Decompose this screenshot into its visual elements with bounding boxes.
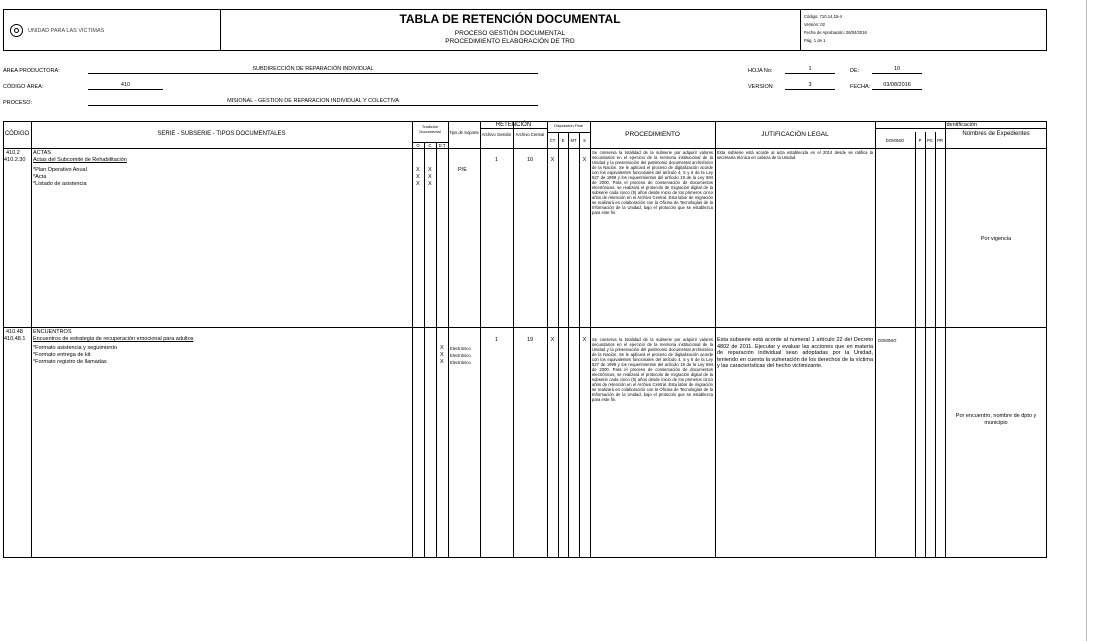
row-procedimiento: Se conserva la totalidad de la subserie por adquirir valores secundarios en el ejercicio de la memoria institucional de la Unidad y la preservación del patrimonio documental archivístico de la Nación. Se le aplicará el proceso de digitalización acorde con los equivalentes funcionales del artículo 4, 5 y 6 de la Ley 527 de 1999 y los requerimientos del artículo 19 de la Ley 594 de 2000. Para el proceso de conservación de documentos electrónicos, se realizará el protocolo de migración digital de la subserie cada cinco (5) años desde inicio de los primeros cinco años de retención en el Archivo Central. Esta labor de migración se realizará en colaboración con la Oficina de Tecnologías de la Información de la Unidad, bajo el protocolo que se establezca para este fin. [592,150,713,215]
area-label: ÁREA PRODUCTORA: [3,68,60,74]
mark-c: X [428,181,432,187]
col-justificacion: JUTIFICACIÓN LEGAL [761,131,829,138]
row-ct: X [550,157,555,163]
col-e: E [561,138,565,143]
col-disposicion: Disposición Final [554,124,583,128]
version-label: VERSION [748,84,773,90]
col-soporte: Tipo de Soporte [449,130,479,135]
row-tipo: *Formato entrega de kit [33,352,91,358]
col-identificacion: Identificación [944,122,978,128]
row-serie: ACTAS [33,150,51,156]
row-soporte: Electrónico [450,353,471,358]
col-mt: MT [570,138,577,143]
mark-c: X [428,174,432,180]
procedure-title: PROCEDIMIENTO ELABORACIÓN DE TRD [445,38,575,45]
row-dominio: DOMINIO [878,338,897,343]
row-soporte: P/E [458,167,467,173]
row-nombre: Por encuentro, nombre de dpto y municipio [955,413,1037,426]
row-s: X [582,157,587,163]
page-line: Pág. 1 de 1 [804,38,826,43]
row-soporte: Electrónico [450,360,471,365]
approval-line: Fecha de Aprobación: 26/04/2016 [804,30,867,35]
row-tipo: *Listado de asistencia [33,181,87,187]
col-ct: CT [549,138,556,143]
document-title: TABLA DE RETENCIÓN DOCUMENTAL [399,12,621,26]
row-tipo: *Formato registro de llamadas [33,359,107,365]
row-code-serie: 410.2 [6,150,20,156]
process-title: PROCESO GESTIÓN DOCUMENTAL [454,30,566,37]
row-subserie: Encuentros de estrategia de recuperación emocional para adultos [33,336,194,342]
col-c: C [428,143,432,148]
row-code-subserie: 410.48.1 [4,336,26,342]
row-gestion: 1 [494,157,499,163]
code-area-value: 410 [88,82,163,90]
of-value: 10 [872,66,922,74]
process-label: PROCESO: [3,100,33,106]
col-pr: PR [937,138,943,143]
version-value: 3 [785,82,835,90]
row-central: 19 [526,337,534,343]
col-procedimiento: PROCEDIMIENTO [625,131,680,138]
mark-o: X [416,181,420,187]
page-edge [1086,0,1087,641]
col-retencion: RETENCIÓN [495,122,532,128]
row-ct: X [550,337,555,343]
sheet-label: HOJA No: [748,68,773,74]
mark-dt: X [440,345,444,351]
col-codigo: CÓDIGO [4,131,30,137]
col-o: O [416,143,420,148]
col-dominio: DOMINIO [885,138,905,143]
row-justificacion: Esta subserie está acorde al numeral 1 artículo 22 del Decreto 4802 de 2011. Ejecutar y evaluar las acciones que en materia de reparación individual sean adoptadas por la Unidad, teniendo en cuenta la vulneración de los derechos de la víctima y las características del hecho victimizante. [717,337,873,369]
col-serie: SERIE - SUBSERIE - TIPOS DOCUMENTALES [157,131,286,137]
row-tipo: *Plan Operativo Anual [33,167,87,173]
mark-o: X [416,167,420,173]
col-pc: PC [927,138,933,143]
row-subserie: Actas del Subcomité de Rehabilitación [33,157,127,163]
row-tipo: *Acta [33,174,47,180]
row-code-serie: 410.48 [6,329,23,335]
mark-dt: X [440,352,444,358]
row-s: X [582,337,587,343]
row-gestion: 1 [494,337,499,343]
col-dt: D.T [438,143,446,148]
sheet-value: 1 [785,66,835,74]
of-label: DE: [850,68,860,74]
area-value: SUBDIRECCIÓN DE REPARACIÓN INDIVIDUAL [88,66,538,74]
col-s: S [583,138,586,143]
row-procedimiento: Se conserva la totalidad de la subserie por adquirir valores secundarios en el ejercicio de la memoria institucional de la Unidad y la preservación del patrimonio documental archivístico de la Nación. Se le aplicará el proceso de digitalización acorde con los equivalentes funcionales del artículo 4, 5 y 6 de la Ley 527 de 1999 y los requerimientos del artículo 19 de la Ley 594 de 2000. Para el proceso de conservación de documentos electrónicos, se realizará el protocolo de migración digital de la subserie cada cinco (5) años desde inicio de los primeros cinco años de retención en el Archivo Central. Esta labor de migración se realizará en colaboración con la Oficina de Tecnologías de la Información de la Unidad, bajo el protocolo que se establezca para este fin. [592,337,713,402]
date-value: 03/08/2016 [872,82,922,90]
row-nombre: Por vigencia [980,236,1012,242]
row-tipo: *Formato asistencia y seguimiento [33,345,118,351]
col-archivo-central: Archivo Central [515,132,545,137]
process-value: MISIONAL - GESTION DE REPARACION INDIVIDUAL Y COLECTIVA [88,98,538,106]
row-serie: ENCUENTROS [33,329,72,335]
mark-c: X [428,167,432,173]
row-code-subserie: 410.2.30 [4,157,26,163]
col-archivo-gestion: Archivo Gestión [481,132,512,137]
mark-dt: X [440,359,444,365]
code-line: Código: 710.14,15-4 [804,14,842,19]
code-area-label: CÓDIGO ÁREA: [3,84,44,90]
version-line: Versión: 02 [804,22,825,27]
col-p: P [918,138,922,143]
logo [10,24,210,38]
row-soporte: Electrónico [450,346,471,351]
date-label: FECHA: [850,84,871,90]
row-justificacion: Esta subserie está acorde al acta establecida en el 2014 desde se ratifica la secretaría técnica en cabeza de la Unidad. [717,150,873,160]
col-tradicion: Tradición Documental [419,124,441,134]
row-central: 10 [526,157,534,163]
col-nombres: Nombres de Expedientes [962,131,1030,137]
seal-icon [10,24,23,37]
mark-o: X [416,174,420,180]
logo-text: UNIDAD PARA LAS VÍCTIMAS [28,28,105,34]
